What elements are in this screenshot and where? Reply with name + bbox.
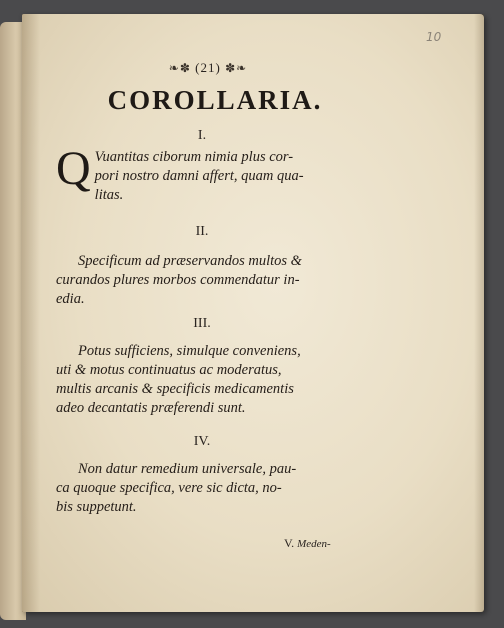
section-numeral-4: IV. xyxy=(193,434,211,449)
corollary-3-line-2: uti & motus continuatus ac moderatus, xyxy=(56,362,282,378)
page-number-text: (21) xyxy=(195,60,221,75)
section-numeral-2: II. xyxy=(195,224,209,239)
page-title: COROLLARIA. xyxy=(107,85,323,115)
catchword-numeral: V. xyxy=(284,536,295,550)
page-edge-shadow xyxy=(474,14,484,612)
pencil-page-note: 10 xyxy=(426,30,442,44)
corollary-3-line-3: multis arcanis & specificis medicamentis xyxy=(56,381,294,397)
corollary-2-line-2: curandos plures morbos commendatur in- xyxy=(56,272,300,288)
corollary-1-line-3: litas. xyxy=(94,187,124,203)
corollary-4-line-2: ca quoque specifica, vere sic dicta, no- xyxy=(56,480,282,496)
ornament-right-icon: ✽❧ xyxy=(225,61,248,75)
corollary-2-line-3: edia. xyxy=(56,291,85,307)
catchword-text: Meden- xyxy=(297,538,331,550)
corollary-2-line-1: Specificum ad præservandos multos & xyxy=(78,253,302,269)
section-numeral-1: I. xyxy=(197,128,207,143)
corollary-4-line-3: bis suppetunt. xyxy=(56,499,137,515)
ornament-left-icon: ❧✽ xyxy=(168,61,191,75)
catchword xyxy=(284,536,331,551)
corollary-3-line-4: adeo decantatis præferendi sunt. xyxy=(56,400,246,416)
corollary-2 xyxy=(56,252,348,309)
corollary-1 xyxy=(56,142,348,205)
book-page xyxy=(22,14,484,612)
corollary-1-line-1: Vuantitas ciborum nimia plus cor- xyxy=(94,149,294,165)
corollary-1-line-2: pori nostro damni affert, quam qua- xyxy=(94,168,304,184)
page-number xyxy=(148,60,268,76)
corollary-3 xyxy=(56,342,348,418)
corollary-4-line-1: Non datur remedium universale, pau- xyxy=(78,461,297,477)
corollary-4 xyxy=(56,460,348,517)
section-numeral-3: III. xyxy=(193,316,211,331)
corollary-3-line-1: Potus sufficiens, simulque conveniens, xyxy=(78,343,301,359)
page-gutter-shadow xyxy=(22,14,40,612)
drop-cap: Q xyxy=(56,142,91,195)
